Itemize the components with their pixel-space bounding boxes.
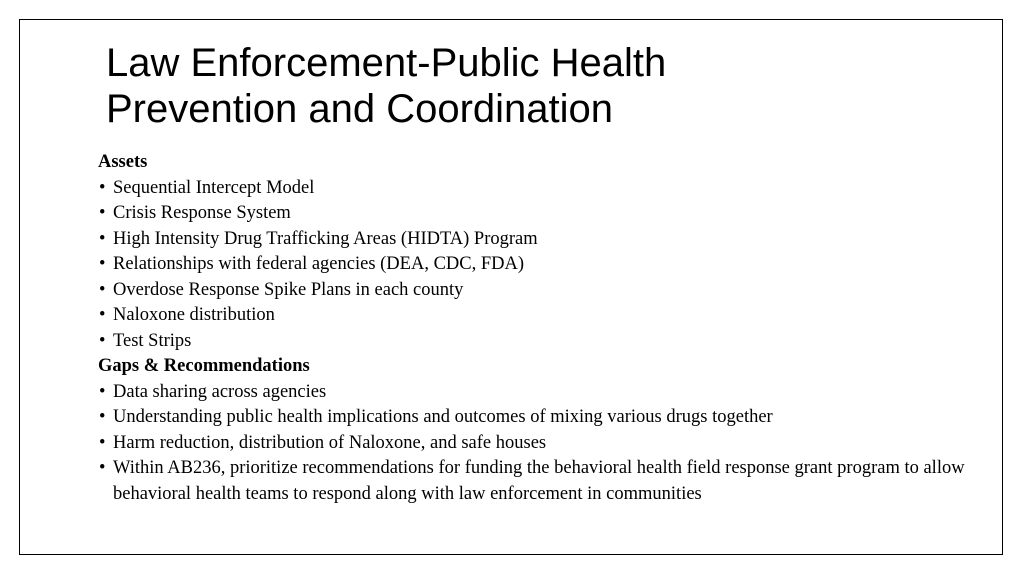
slide-title [106,40,986,132]
list-item: • Harm reduction, distribution of Naloxone, and safe houses [98,431,978,457]
list-item: • Within AB236, prioritize recommendations for funding the behavioral health field response grant program to allow behavioral health teams to respond along with law enforcement in communities [98,456,978,507]
assets-list [98,176,978,355]
list-item: • Crisis Response System [98,201,978,227]
title-line-1: Law Enforcement-Public Health [106,41,667,85]
list-item: • Data sharing across agencies [98,380,978,406]
slide-content [98,150,978,507]
gaps-list [98,380,978,508]
title-line-2: Prevention and Coordination [106,87,614,131]
section-gaps-recommendations [98,354,978,507]
list-item: • Relationships with federal agencies (DEA, CDC, FDA) [98,252,978,278]
section-heading-gaps: Gaps & Recommendations [98,356,310,376]
list-item: • Understanding public health implications and outcomes of mixing various drugs together [98,405,978,431]
section-assets [98,150,978,354]
list-item: • Test Strips [98,329,978,355]
list-item: • Overdose Response Spike Plans in each county [98,278,978,304]
section-heading-assets: Assets [98,152,148,172]
list-item: • High Intensity Drug Trafficking Areas (HIDTA) Program [98,227,978,253]
list-item: • Sequential Intercept Model [98,176,978,202]
list-item: • Naloxone distribution [98,303,978,329]
